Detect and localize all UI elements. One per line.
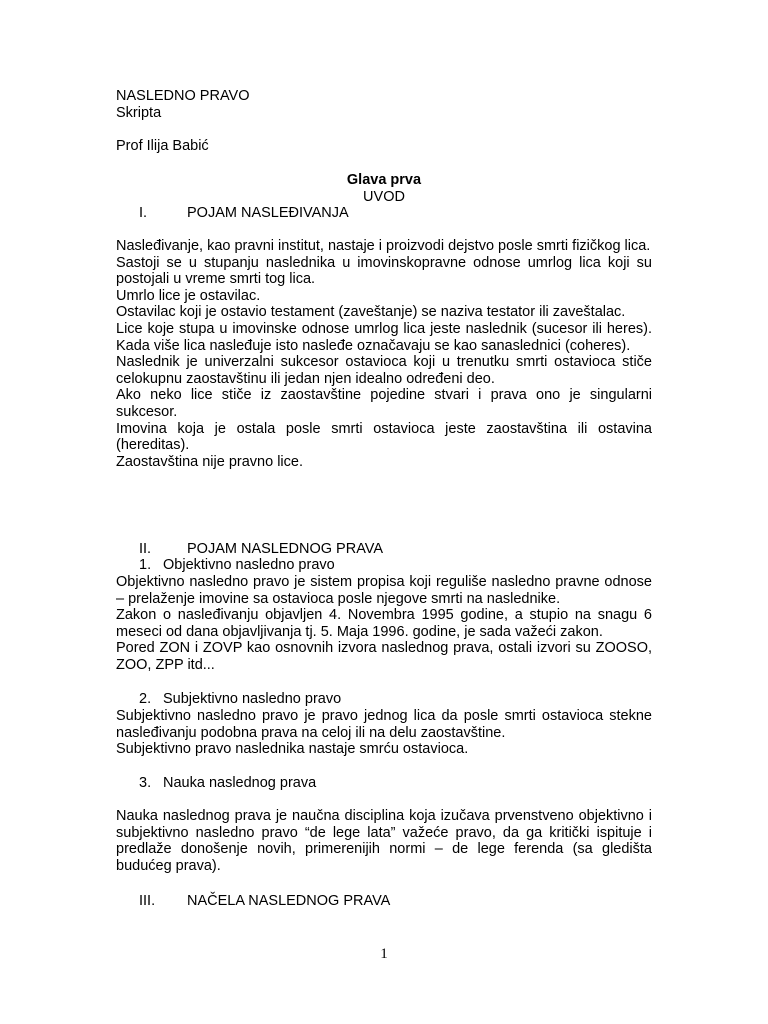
chapter-subtitle: UVOD [363,189,405,205]
paragraph: Pored ZON i ZOVP kao osnovnih izvora naslednog prava, ostali izvori su ZOOSO, ZOO, ZPP itd... [116,640,652,673]
chapter-title: Glava prva [346,172,422,188]
subsection-title: Subjektivno nasledno pravo [163,691,342,707]
section-number: I. [139,205,148,221]
paragraph: Objektivno nasledno pravo je sistem propisa koji reguliše nasledno pravne odnose – prelaženje imovine sa ostavioca posle njegove smrti na naslednike. [116,574,652,607]
section-number: II. [139,541,152,557]
page-number: 1 [380,946,388,962]
section-title: NAČELA NASLEDNOG PRAVA [187,893,391,909]
section-heading [0,541,768,558]
section-number: III. [139,893,156,909]
author-name: Prof Ilija Babić [116,138,209,154]
subsection-title: Nauka naslednog prava [163,775,317,791]
paragraph: Subjektivno pravo naslednika nastaje smrću ostavioca. [116,741,469,758]
document-title: NASLEDNO PRAVO [116,88,250,104]
paragraph: Umrlo lice je ostavilac. [116,287,261,304]
paragraph: Subjektivno nasledno pravo je pravo jednog lica da posle smrti ostavioca stekne nasleđivanju podobna prava na celoj ili na delu zaostavštine. [116,708,652,741]
subsection-body [116,708,652,758]
paragraph: Nauka naslednog prava je naučna disciplina koja izučava prvenstveno objektivno i subjektivno nasledno pravo “de lege lata” važeće pravo, da ga kritički ispituje i predlaže donošenje novih, primerenijih normi – de lege ferenda (sa gledišta budućeg prava). [116,808,652,874]
subsection-heading [0,775,768,792]
paragraph: Imovina koja je ostala posle smrti ostavioca jeste zaostavština ili ostavina (hereditas). [116,420,652,454]
paragraph: Zaostavština nije pravno lice. [116,453,303,470]
section-body [116,238,652,470]
subsection-body [116,574,652,674]
paragraph: Lice koje stupa u imovinske odnose umrlog lica jeste naslednik (sucesor ili heres). Kada više lica nasleđuje isto nasleđe označavaju se kao sanaslednici (coheres). [116,320,652,354]
section-title: POJAM NASLEDNOG PRAVA [187,541,384,557]
subsection-number: 1. [139,557,152,573]
paragraph: Ako neko lice stiče iz zaostavštine pojedine stvari i prava ono je singularni sukcesor. [116,387,652,420]
paragraph: Sastoji se u stupanju naslednika u imovinskopravne odnose umrlog lica koji su postojali u vreme smrti tog lica. [116,254,652,288]
section-heading [0,893,768,910]
subsection-heading [0,691,768,708]
section-heading [0,205,768,222]
section-title: POJAM NASLEĐIVANJA [187,205,349,221]
paragraph: Naslednik je univerzalni sukcesor ostavioca koji u trenutku smrti ostavioca stiče celokupnu zaostavštinu ili jedan njen idealno određeni deo. [116,354,652,387]
paragraph: Ostavilac koji je ostavio testament (zaveštanje) se naziva testator ili zaveštalac. [116,304,626,321]
author-line [116,138,652,155]
subsection-heading [0,557,768,574]
subsection-number: 3. [139,775,152,791]
paragraph: Zakon o nasleđivanju objavljen 4. Novembra 1995 godine, a stupio na snagu 6 meseci od dana objavljivanja tj. 5. Maja 1996. godine, je sada važeći zakon. [116,607,652,640]
subsection-number: 2. [139,691,152,707]
subsection-body [116,808,652,874]
document-header [116,88,652,121]
paragraph: Nasleđivanje, kao pravni institut, nastaje i proizvodi dejstvo posle smrti fizičkog lica. [116,238,651,254]
subsection-title: Objektivno nasledno pravo [163,557,335,573]
document-subtitle: Skripta [116,104,162,121]
